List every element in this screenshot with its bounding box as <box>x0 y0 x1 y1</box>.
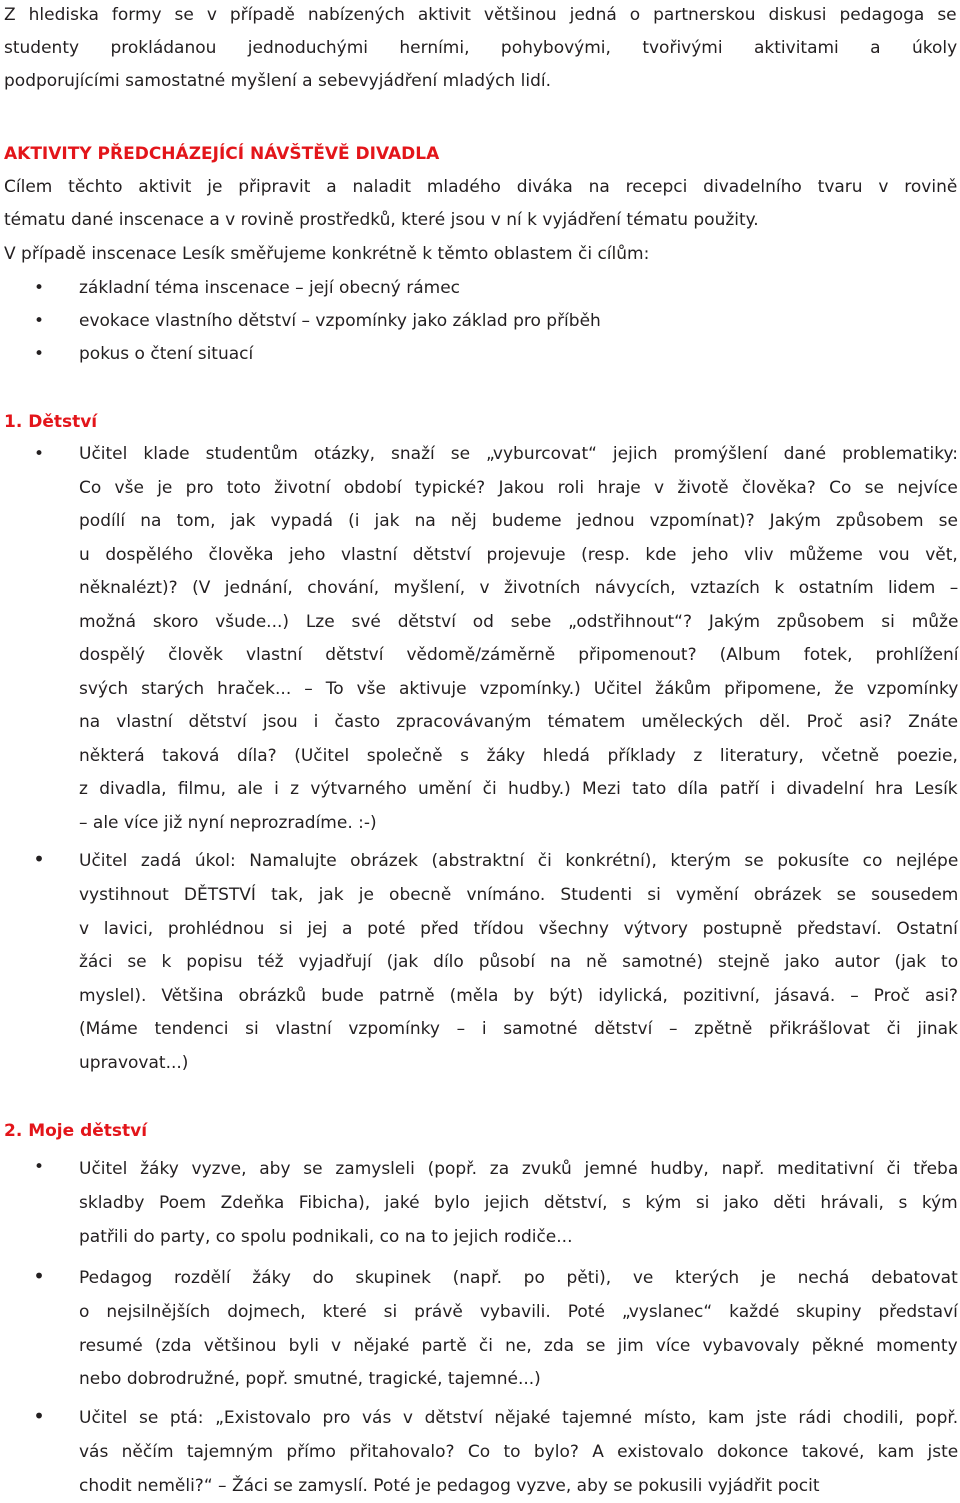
text-line: Pedagog rozdělí žáky do skupinek (např. po pěti), ve kterých je nechá debatovat <box>79 1260 958 1296</box>
bullet-icon: • <box>29 1260 49 1293</box>
lead-paragraph <box>4 238 957 271</box>
text-line: chodit neměli?“ – Žáci se zamyslí. Poté je pedagog vyzve, aby se pokusili vyjádřit pocit <box>79 1470 958 1503</box>
text-line: Učitel se ptá: „Existovalo pro vás v dětství nějaké tajemné místo, kam jste rádi chodili, popř. <box>79 1400 958 1436</box>
text-line: možná skoro všude...) Lze své dětství od sebe „odstřihnout“? Jakým způsobem si může <box>79 606 958 640</box>
text-line: V případě inscenace Lesík směřujeme konkrétně k těmto oblastem či cílům: <box>4 238 957 271</box>
list-item: základní téma inscenace – její obecný rámec <box>79 272 958 306</box>
bullet-icon: • <box>29 305 49 338</box>
bullet-icon: • <box>29 438 49 471</box>
bullet-icon: • <box>29 843 49 876</box>
text-line: podílí na tom, jak vypadá (i jak na něj budeme jednou vzpomínat)? Jakým způsobem se <box>79 505 958 539</box>
text-line: podporujícími samostatné myšlení a sebevyjádření mladých lidí. <box>4 65 957 98</box>
text-line: v lavici, prohlédnou si jej a poté před třídou všechny výtvory postupně představí. Ostatní <box>79 913 958 947</box>
text-line: tématu dané inscenace a v rovině prostředků, které jsou v ní k vyjádření tématu použity. <box>4 204 957 237</box>
section-heading: AKTIVITY PŘEDCHÁZEJÍCÍ NÁVŠTĚVĚ DIVADLA <box>4 140 439 168</box>
list-item <box>79 1400 958 1503</box>
text-line: o nejsilnějších dojmech, které si právě vybavili. Poté „vyslanec“ každé skupiny představí <box>79 1296 958 1330</box>
text-line: z divadla, filmu, ale i z výtvarného umění či hudby.) Mezi tato díla patří i divadelní hra Lesík <box>79 773 958 807</box>
bullet-icon: • <box>29 1400 49 1433</box>
text-line: Učitel klade studentům otázky, snaží se „vyburcovat“ jejich promýšlení dané problematiky: <box>79 438 958 472</box>
text-line: Co vše je pro toto životní období typické? Jakou roli hraje v životě člověka? Co se nejvíce <box>79 472 958 506</box>
text-line: dospělý člověk vlastní dětství vědomě/záměrně připomenout? (Album fotek, prohlížení <box>79 639 958 673</box>
text-line: svých starých hraček... – To vše aktivuje vzpomínky.) Učitel žákům připomene, že vzpomínky <box>79 673 958 707</box>
text-line: něknalézt)? (V jednání, chování, myšlení, v životních návycích, vztazích k ostatním lidem – <box>79 572 958 606</box>
text-line: skladby Poem Zdeňka Fibicha), jaké bylo jejich dětství, s kým si jako děti hrávali, s kým <box>79 1187 958 1221</box>
section-heading: 1. Dětství <box>4 408 97 436</box>
bullet-icon: • <box>29 272 49 305</box>
bullet-icon: • <box>29 338 49 371</box>
bullet-icon: • <box>29 1151 49 1184</box>
text-line: Z hlediska formy se v případě nabízených aktivit většinou jedná o partnerskou diskusi pedagoga se <box>4 0 957 32</box>
text-line: Cílem těchto aktivit je připravit a naladit mladého diváka na recepci divadelního tvaru v rovině <box>4 171 957 204</box>
list-item: pokus o čtení situací <box>79 338 958 372</box>
text-line: žáci se k popisu též vyjadřují (jak dílo působí na ně samotné) stejně jako autor (jak to <box>79 946 958 980</box>
text-line: vás něčím tajemným přímo přitahovalo? Co to bylo? A existovalo dokonce takové, kam jste <box>79 1436 958 1470</box>
text-line: nebo dobrodružné, popř. smutné, tragické, tajemné...) <box>79 1363 958 1397</box>
text-line: u dospělého člověka jeho vlastní dětství projevuje (resp. kde jeho vliv můžeme vou vět, <box>79 539 958 573</box>
text-line: patřili do party, co spolu podnikali, co na to jejich rodiče... <box>79 1221 958 1255</box>
intro-paragraph <box>4 0 957 98</box>
text-line: Učitel zadá úkol: Namalujte obrázek (abstraktní či konkrétní), kterým se pokusíte co nejlépe <box>79 843 958 879</box>
list-item <box>79 438 958 840</box>
list-item <box>79 843 958 1080</box>
text-line: resumé (zda většinou byli v nějaké partě či ne, zda se jim více vybavovaly pěkné momenty <box>79 1330 958 1364</box>
section-heading: 2. Moje dětství <box>4 1117 147 1145</box>
text-line: myslel). Většina obrázků bude patrně (měla by být) idylická, pozitivní, jásavá. – Proč asi? <box>79 980 958 1014</box>
text-line: některá taková díla? (Učitel společně s žáky hledá příklady z literatury, včetně poezie, <box>79 740 958 774</box>
text-line: Učitel žáky vyzve, aby se zamysleli (popř. za zvuků jemné hudby, např. meditativní či třeba <box>79 1151 958 1187</box>
goal-paragraph <box>4 171 957 237</box>
text-line: studenty prokládanou jednoduchými herními, pohybovými, tvořivými aktivitami a úkoly <box>4 32 957 65</box>
text-line: na vlastní dětství jsou i často zpracovávaným tématem uměleckých děl. Proč asi? Znáte <box>79 706 958 740</box>
list-item: evokace vlastního dětství – vzpomínky jako základ pro příběh <box>79 305 958 339</box>
list-item <box>79 1151 958 1254</box>
text-line: vystihnout DĚTSTVÍ tak, jak je obecně vnímáno. Studenti si vymění obrázek se sousedem <box>79 879 958 913</box>
text-line: (Máme tendenci si vlastní vzpomínky – i samotné dětství – zpětně přikrášlovat či jinak <box>79 1013 958 1047</box>
text-line: – ale více již nyní neprozradíme. :-) <box>79 807 958 841</box>
list-item <box>79 1260 958 1397</box>
text-line: upravovat...) <box>79 1047 958 1081</box>
